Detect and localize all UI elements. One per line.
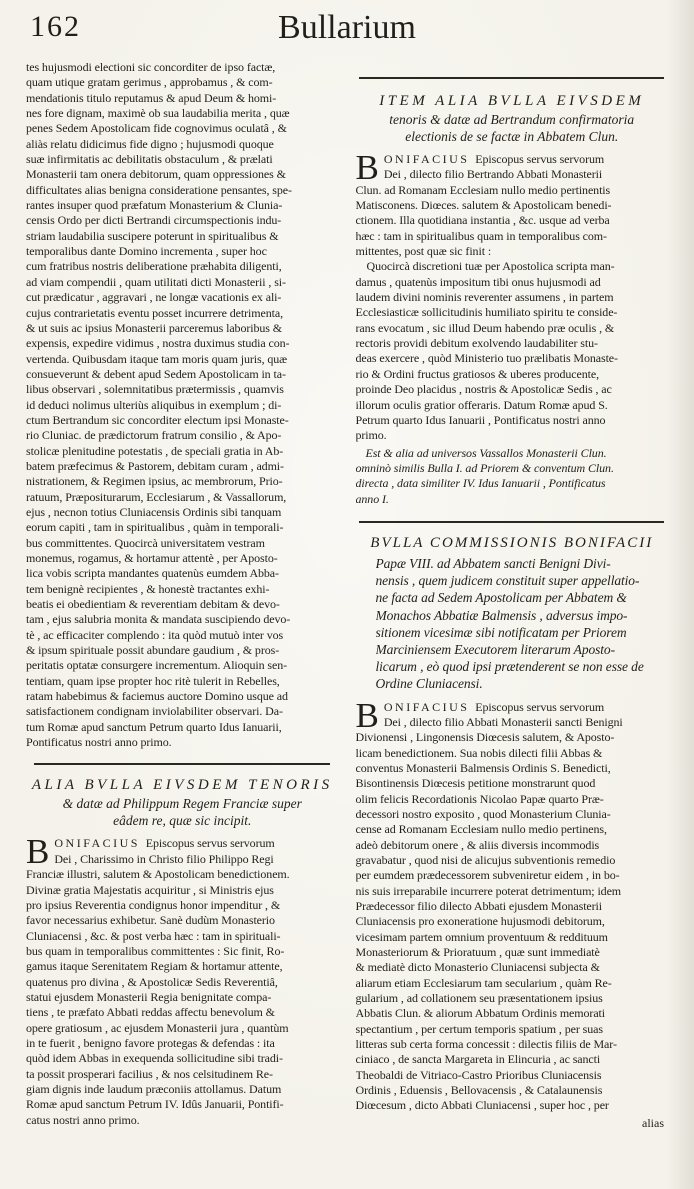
- bull-body-continued: Quocircà discretioni tuæ per Apostolica scripta man- damus , quatenùs impositum tibi onus hujusmodi ad laudem divini nominis reverenter assumens , in partem Ecclesiasticæ sollicitudinis humiliato spiritu te conside- rans evocatum , sic illud Deum habendo præ oculis , & rectoris providi debitum exolvendo laudabiliter stu- deas exercere , quòd Ministerio tuo prælibatis Monaste- rio & Ordini fructus gratiosos & uberes producente, proinde Deo placidus , nostris & Apostolicæ Sedis , ac illorum oculis gratior offeraris. Datum Romæ apud S. Petrum quarto Idus Ianuarii , Pontificatus nostri anno primo.: [355, 259, 618, 443]
- heading-caps-line: BVLLA COMMISSIONIS BONIFACII: [370, 534, 654, 551]
- section-divider: [359, 521, 664, 523]
- heading-subtitle: tenoris & datæ ad Bertrandum confirmatoria electionis de se factæ in Abbatem Clun.: [389, 112, 635, 144]
- bull-heading-alia: [26, 775, 339, 829]
- bull-first-line: ONIFACIUS Episcopus servus servorum: [383, 699, 605, 714]
- drop-cap: B: [355, 695, 379, 735]
- catchword: alias: [642, 1115, 664, 1130]
- bull-benigni: [355, 695, 669, 1114]
- section-divider: [359, 77, 664, 79]
- italic-note: Est & alia ad universos Vassallos Monasterii Clun. omninò similis Bulla I. ad Priorem & conventum Clun. directa , data similiter IV. Idus Ianuarii , Pontificatus anno I.: [355, 445, 614, 506]
- heading-caps-line: ITEM ALIA BVLLA EIVSDEM: [379, 93, 645, 109]
- left-column: [26, 60, 339, 1131]
- heading-subtitle: Papæ VIII. ad Abbatem sancti Benigni Divi- nensis , quem judicem constituit super appellatio- ne facta ad Sedem Apostolicam per Abbatem & Monachos Abbatiæ Balmensis , adversus impo- sitionem vicesimæ sibi notificatam per Priorem Marciniensem Executorem literarum Aposto- licarum , eò quod ipsi prætenderent se non esse de Ordine Cluniacensi.: [375, 555, 644, 692]
- drop-cap: B: [26, 832, 50, 872]
- text-columns: [0, 60, 694, 1131]
- bull-body: Dei , dilecto filio Bertrando Abbati Monasterii Clun. ad Romanam Ecclesiam nullo medio pertinentis Matisconens. Diœces. salutem & Apostolicam benedi- ctionem. Illa quotidiana instantia , &c. usque ad verba hæc : tam in spiritualibus quam in temporalibus com- mittentes, post quæ sic finit :: [355, 167, 612, 259]
- bull-first-line: ONIFACIUS Episcopus servus servorum: [54, 836, 275, 851]
- bull-philippus: [26, 832, 339, 1128]
- bull-body: Dei , Charissimo in Christo filio Philippo Regi Franciæ illustri, salutem & Apostolicam benedictionem. Divinæ gratia Majestatis acquiritur , si Ministris ejus pro ipsius Reverentia condignus honor impenditur , & favor necessarius exhibetur. Sanè dudùm Monasterio Cluniacensi , &c. & post verba hæc : tam in spirituali- bus quam in temporalibus committentes : Sic finit, Ro- gamus itaque Serenitatem Regiam & hortamur attente, quatenus pro divina , & Apostolicæ Sedis Reverentiâ, statui ejusdem Monasterii Regia benignitate compa- tiens , te præfato Abbati reddas affectu benevolum & opere gratiosum , ac ejusdem Monasterii jura , quantùm in te fuerit , benigno favore protegas & defendas : ita quòd idem Abbas in exequenda sollicitudine sibi tradi- ta possit prosperari facilius , & nos celsitudinem Re- giam dignis inde laudum præconiis attollamus. Datum Romæ apud sanctum Petrum IV. Idûs Januarii, Pontifi- catus nostri anno primo.: [26, 851, 290, 1127]
- bull-bertrandus: [355, 148, 669, 444]
- section-divider: [34, 763, 330, 765]
- bull-first-line: ONIFACIUS Episcopus servus servorum: [383, 152, 605, 166]
- bull-body: Dei , dilecto filio Abbati Monasterii sancti Benigni Divionensi , Lingonensis Diœcesis salutem, & Aposto- licam benedictionem. Sua nobis dilecti filii Abbas & conventus Monasterii Balmensis Ordinis S. Benedicti, Bisontinensis Diœcesis petitione monstrarunt quod olim felicis Recordationis Nicolao Papæ quarto Præ- decessori nostro exposito , quod Monasterium Clunia- cense ad Romanam Ecclesiam nullo medio pertinens, adeò debitorum onere , & aliis diversis incommodis gravabatur , quod nisi de alicujus subventionis remedio per eumdem prædecessorem subveniretur eidem , in bo- nis suis irreparabile incurrere poterat detrimentum; idem Prædecessor filio dilecto Abbati ejusdem Monasterii Cluniacensis pro exoneratione hujusmodi debitorum, vicesimam partem omnium proventuum & reddituum Monasteriorum & Prioratuum , quæ sunt immediatè & mediatè dicto Monasterio Cluniacensi subjecta & aliarum etiam Ecclesiarum tam secularium , quàm Re- gularium , ad collationem seu præsentationem ipsius Abbatis Clun. & aliorum Abbatum Ordinis memorati spectantium , per certum temporis spatium , per suas litteras sub certa forma concessit : dilectis filiis de Mar- ciniaco , de sancta Margareta in Elincuria , ac sancti Theobaldi de Vitriaco-Castro Prioribus Cluniacensis Ordinis , Eduensis , Bellovacensis , & Catalaunensis Diœcesum , dicto Abbati Cluniacensi , super hoc , per: [355, 714, 623, 1113]
- bull-heading-item-alia: [356, 91, 669, 145]
- right-column: [356, 60, 669, 1131]
- heading-subtitle: & datæ ad Philippum Regem Franciæ super eâdem re, quæ sic incipit.: [62, 796, 302, 829]
- page-header: [0, 0, 694, 58]
- page-title: Bullarium: [278, 9, 416, 46]
- continuation-paragraph: tes hujusmodi electioni sic concorditer de ipso factæ, quam utique gratam gerimus , approbamus , & com- mendationis titulo reputamus & apud Deum & homi- nes fore dignam, maximè ob sua laudabilia merita , quæ penes Sedem Apostolicam fide cognovimus oculatâ , & aliàs relatu didicimus fide digno ; hujusmodi quoque suæ infirmitatis ac debilitatis obstaculum , & prælati Monasterii tam onera debitorum, quam oppressiones & difficultates alias benigna consideratione pensantes, spe- rantes insuper quod præfatum Monasterium & Clunia- censis Ordo per dicti Bertrandi circumspectionis indu- striam laudabilia suscipere poterunt in spiritualibus & temporalibus dante Domino incrementa , super hoc cum fratribus nostris deliberatione præhabita diligenti, ad viam compendii , quam utilitati dicti Monasterii , si- cut prædicatur , aggravari , ne longæ vacationis ex ali- cujus contrarietatis eventu posset incurrere detrimenta, & ut suis ac ipsius Monasterii parceremus laboribus & expensis, expedire vidimus , nostra duximus studia con- vertenda. Quibusdam itaque tam moris quam juris, quæ consueverunt & debent apud Sedem Apostolicam in ta- libus observari , solemnitatibus prætermissis , quamvis id deduci nolimus ulteriùs aliquibus in exemplum ; di- ctum Bertrandum sic concorditer electum ipsi Monaste- rio Cluniac. de prædictorum fratrum consilio , & Apo- stolicæ plenitudine potestatis , de speciali gratia in Ab- batem præfecimus & Pastorem, debitam curam , admi- nistrationem, & Regimen ipsius, ac membrorum, Prio- ratuum, Præpositurarum, Ecclesiarum , & Vassallorum, ejus , necnon totius Cluniacensis Ordinis sibi tanquam eorum capiti , tam in spiritualibus , quàm in temporali- bus committentes. Quocircà universitatem vestram monemus, rogamus, & hortamur attentè , per Aposto- lica vobis scripta mandantes quatenùs eumdem Abba- tem benignè recipientes , & honestè tractantes exhi- beatis ei obedientiam & reverentiam debitam & devo- tam , ejus salubria monita & mandata suscipiendo devo- tè , ac efficaciter complendo : ita quòd mutuò inter vos & ipsum spirituale possit abundare gaudium , & pros- peritatis optatæ consurgere incrementum. Alioquin sen- tentiam, quam ipse propter hoc ritè tulerit in Rebelles, ratam habebimus & faciemus auctore Domino usque ad satisfactionem condignam inviolabiliter observari. Da- tum Romæ apud sanctum Petrum quarto Idus Ianuarii, Pontificatus nostri anno primo.: [26, 60, 292, 750]
- heading-caps-line: ALIA BVLLA EIVSDEM TENORIS: [31, 777, 333, 794]
- drop-cap: B: [355, 148, 379, 187]
- bull-heading-commissionis: [356, 533, 669, 693]
- page-number: 162: [30, 10, 81, 43]
